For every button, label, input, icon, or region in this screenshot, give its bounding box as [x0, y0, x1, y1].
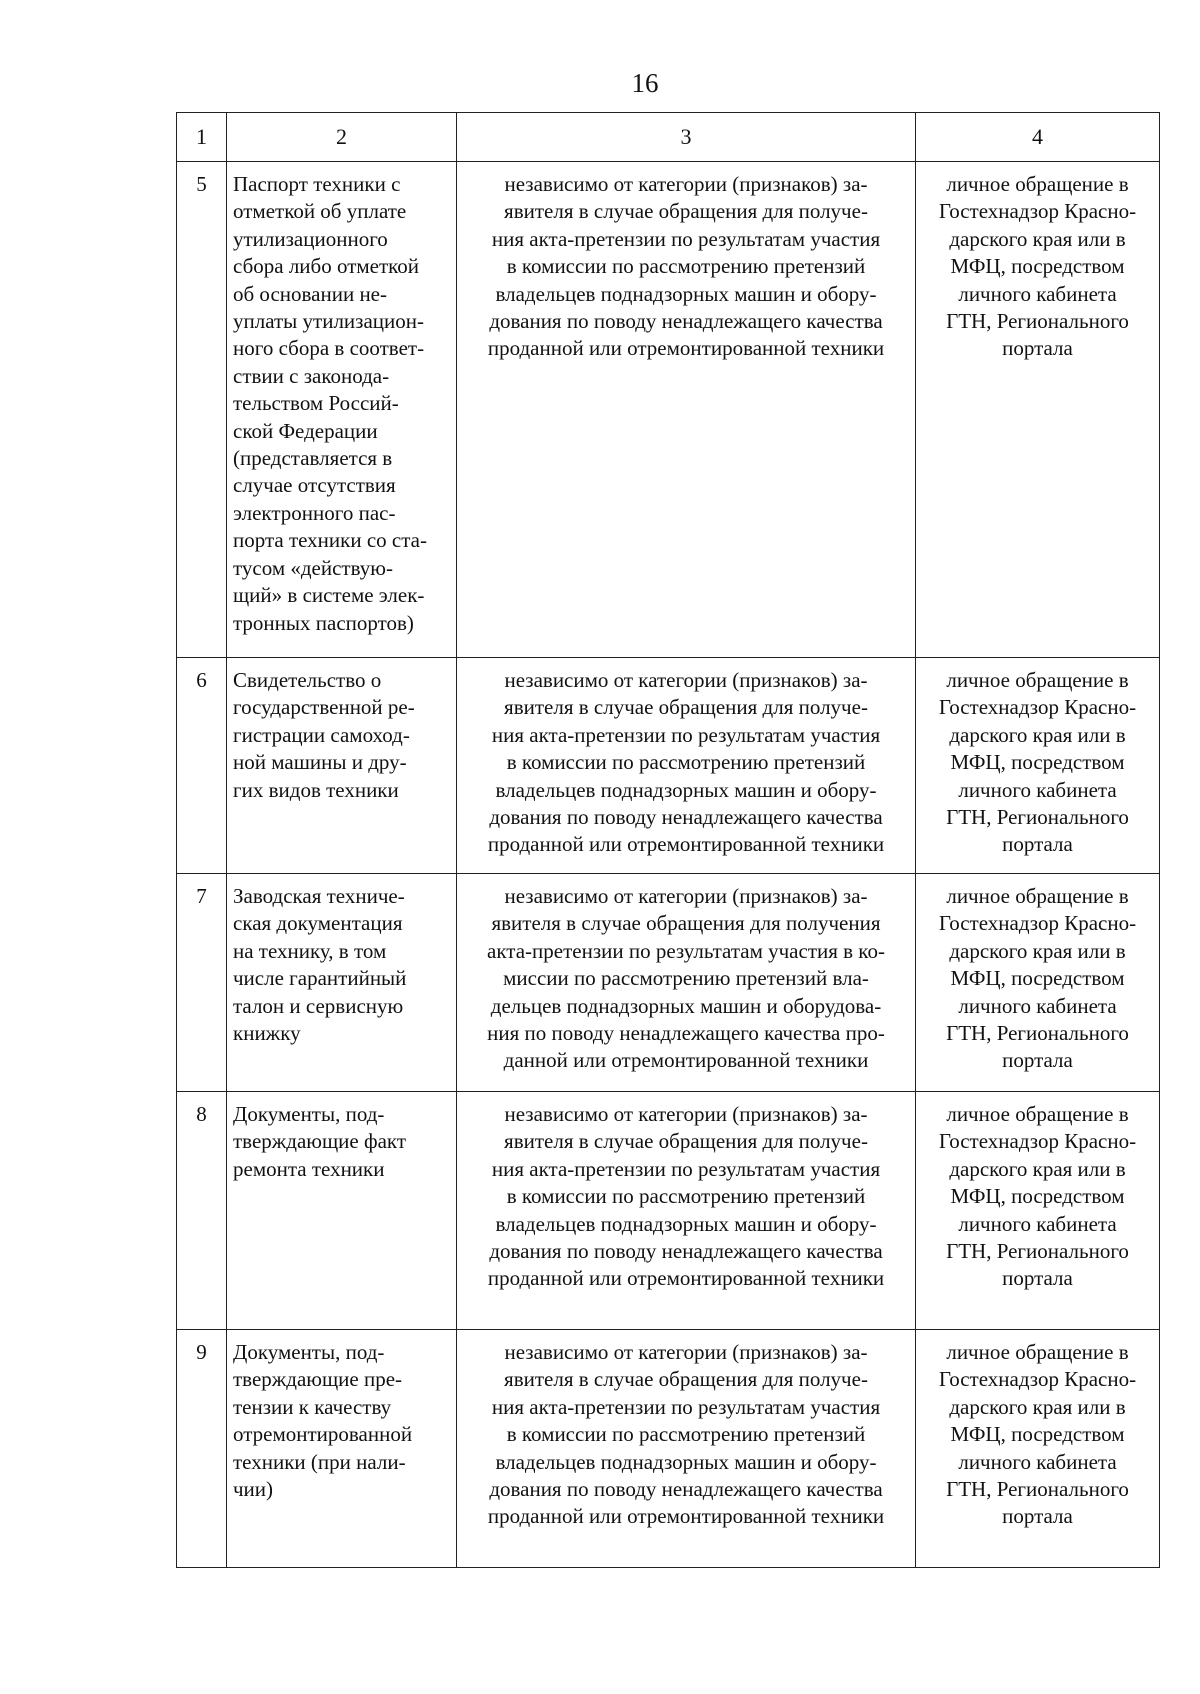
submission-method: личное обращение в Гостехнадзор Красно- дарского края или в МФЦ, посредством личного кабинета ГТН, Регионального портала: [938, 172, 1137, 361]
applicant-category-cell: [457, 1092, 916, 1330]
document-name: Документы, под- тверждающие факт ремонта техники: [233, 1102, 407, 1181]
submission-method-cell: [916, 658, 1160, 874]
applicant-category-cell: [457, 162, 916, 658]
applicant-category: независимо от категории (признаков) за- явителя в случае обращения для получе- ния акта-претензии по результатам участия в комиссии по рассмотрению претензий владельцев поднадзорных машин и обору- дования по поводу ненадлежащего качества проданной или отремонтированной техники: [487, 1340, 885, 1529]
submission-method-cell: [916, 162, 1160, 658]
document-name: Заводская техниче- ская документация на технику, в том числе гарантийный талон и сервисную книжку: [233, 884, 407, 1046]
document-name: Паспорт техники с отметкой об уплате утилизационного сбора либо отметкой об основании не- уплаты утилизацион- ного сбора в соответ- ствии с законода- тельством Россий- ской Федерации (представляется в случае отсутствия электронного пас- порта техники со ста- тусом «действую- щий» в системе элек- тронных паспортов): [233, 172, 427, 635]
row-number: 6: [177, 658, 227, 874]
submission-method-cell: [916, 1092, 1160, 1330]
table-row: [177, 658, 1160, 874]
applicant-category-cell: [457, 658, 916, 874]
table-row: [177, 162, 1160, 658]
header-cell-4: 4: [916, 113, 1160, 162]
row-number: 9: [177, 1330, 227, 1568]
submission-method-cell: [916, 1330, 1160, 1568]
page-number: 16: [631, 68, 659, 98]
table-row: [177, 874, 1160, 1092]
submission-method: личное обращение в Гостехнадзор Красно- дарского края или в МФЦ, посредством личного кабинета ГТН, Регионального портала: [938, 668, 1137, 857]
document-name-cell: [227, 162, 457, 658]
applicant-category: независимо от категории (признаков) за- явителя в случае обращения для получе- ния акта-претензии по результатам участия в комиссии по рассмотрению претензий владельцев поднадзорных машин и обору- дования по поводу ненадлежащего качества проданной или отремонтированной техники: [487, 1102, 885, 1291]
table-header-row: [177, 113, 1160, 162]
submission-method: личное обращение в Гостехнадзор Красно- дарского края или в МФЦ, посредством личного кабинета ГТН, Регионального портала: [938, 884, 1137, 1073]
applicant-category-cell: [457, 874, 916, 1092]
applicant-category: независимо от категории (признаков) за- явителя в случае обращения для получе- ния акта-претензии по результатам участия в комиссии по рассмотрению претензий владельцев поднадзорных машин и обору- дования по поводу ненадлежащего качества проданной или отремонтированной техники: [487, 172, 885, 361]
document-name-cell: [227, 874, 457, 1092]
document-name-cell: [227, 1330, 457, 1568]
row-number: 8: [177, 1092, 227, 1330]
table-row: [177, 1330, 1160, 1568]
submission-method-cell: [916, 874, 1160, 1092]
header-cell-2: 2: [227, 113, 457, 162]
table-row: [177, 1092, 1160, 1330]
row-number: 5: [177, 162, 227, 658]
applicant-category-cell: [457, 1330, 916, 1568]
document-name-cell: [227, 1092, 457, 1330]
document-name-cell: [227, 658, 457, 874]
header-cell-3: 3: [457, 113, 916, 162]
document-name: Документы, под- тверждающие пре- тензии к качеству отремонтированной техники (при нали- чии): [233, 1340, 413, 1502]
document-name: Свидетельство о государственной ре- гистрации самоход- ной машины и дру- гих видов техники: [233, 668, 415, 802]
header-cell-1: 1: [177, 113, 227, 162]
applicant-category: независимо от категории (признаков) за- явителя в случае обращения для получе- ния акта-претензии по результатам участия в комиссии по рассмотрению претензий владельцев поднадзорных машин и обору- дования по поводу ненадлежащего качества проданной или отремонтированной техники: [487, 668, 885, 857]
documents-table: [176, 112, 1160, 1568]
submission-method: личное обращение в Гостехнадзор Красно- дарского края или в МФЦ, посредством личного кабинета ГТН, Регионального портала: [938, 1102, 1137, 1291]
applicant-category: независимо от категории (признаков) за- явителя в случае обращения для получения акта-претензии по результатам участия в ко- миссии по рассмотрению претензий вла- дельцев поднадзорных машин и оборудова- ния по поводу ненадлежащего качества про- данной или отремонтированной техники: [487, 884, 885, 1073]
submission-method: личное обращение в Гостехнадзор Красно- дарского края или в МФЦ, посредством личного кабинета ГТН, Регионального портала: [938, 1340, 1137, 1529]
row-number: 7: [177, 874, 227, 1092]
